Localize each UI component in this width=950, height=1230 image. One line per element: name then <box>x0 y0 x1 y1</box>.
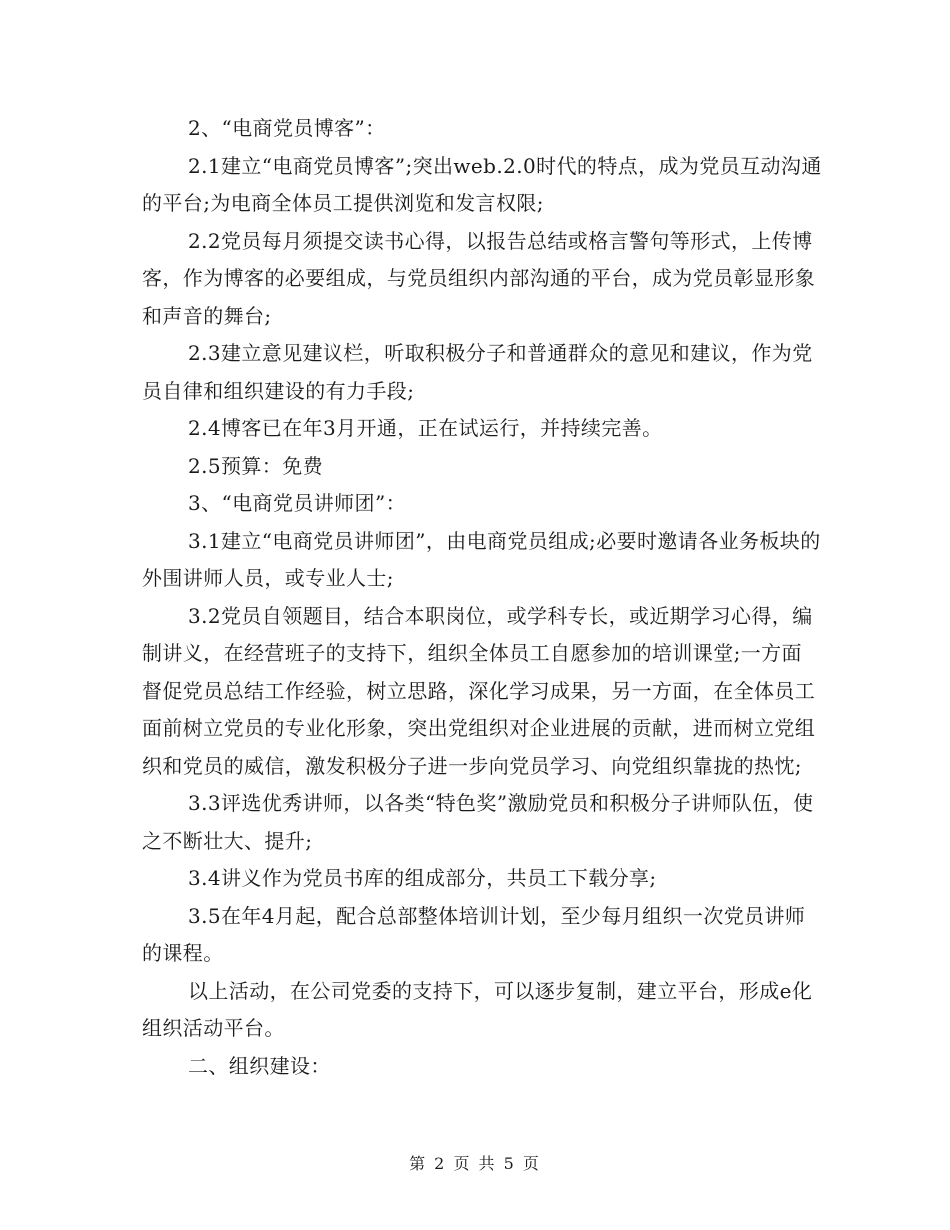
paragraph-2-2: 2.2党员每月须提交读书心得，以报告总结或格言警句等形式，上传博客，作为博客的必要组成，与党员组织内部沟通的平台，成为党员彰显形象和声音的舞台; <box>142 228 816 328</box>
paragraph-2-4: 2.4博客已在年3月开通，正在试运行，并持续完善。 <box>188 416 663 440</box>
document-body <box>142 110 822 1085</box>
paragraph-2-5: 2.5预算：免费 <box>188 453 324 478</box>
paragraph-2-1: 2.1建立“电商党员博客”;突出web.2.0时代的特点，成为党员互动沟通的平台;为电商全体员工提供浏览和发言权限; <box>142 153 822 215</box>
paragraph-2-3: 2.3建立意见建议栏，听取积极分子和普通群众的意见和建议，作为党员自律和组织建设的有力手段; <box>142 341 813 403</box>
paragraph-3-2: 3.2党员自领题目，结合本职岗位，或学科专长，或近期学习心得，编制讲义，在经营班子的支持下，组织全体员工自愿参加的培训课堂;一方面督促党员总结工作经验，树立思路，深化学习成果，另一方面，在全体员工面前树立党员的专业化形象，突出党组织对企业进展的贡献，进而树立党组织和党员的威信，激发积极分子进一步向党员学习、向党组织靠拢的热忱; <box>142 603 816 778</box>
paragraph-3-1: 3.1建立“电商党员讲师团”，由电商党员组成;必要时邀请各业务板块的外围讲师人员，或专业人士; <box>142 528 821 590</box>
section-heading-organization: 二、组织建设： <box>188 1053 331 1078</box>
paragraph-3-3: 3.3评选优秀讲师，以各类“特色奖”激励党员和积极分子讲师队伍，使之不断壮大、提升; <box>142 791 814 853</box>
paragraph-3-4: 3.4讲义作为党员书库的组成部分，共员工下载分享; <box>188 866 657 890</box>
section-heading-blog: 2、“电商党员博客”： <box>188 116 386 140</box>
paragraph-3-5: 3.5在年4月起，配合总部整体培训计划，至少每月组织一次党员讲师的课程。 <box>142 903 806 965</box>
section-heading-lecturers: 3、“电商党员讲师团”： <box>188 491 406 515</box>
paragraph-summary: 以上活动，在公司党委的支持下，可以逐步复制，建立平台，形成e化组织活动平台。 <box>142 978 813 1040</box>
page-number-footer: 第 2 页 共 5 页 <box>409 1154 541 1173</box>
